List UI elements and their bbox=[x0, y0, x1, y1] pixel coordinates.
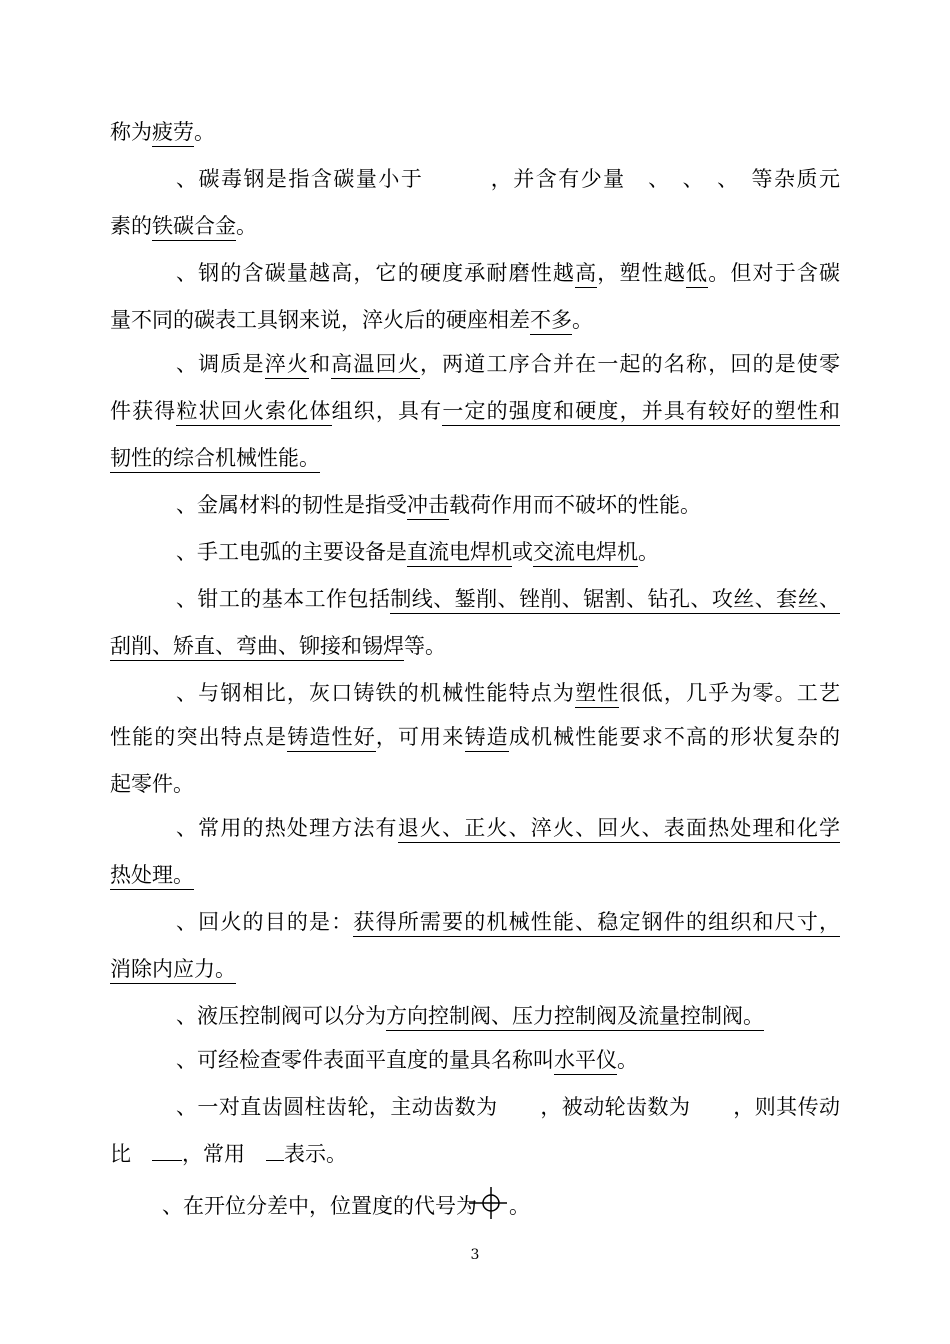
text-segment: 或 bbox=[512, 540, 533, 564]
text-segment: 、碳毒钢是指含碳量小于 ，并含有少量 、 、 、 等杂质元 bbox=[176, 167, 840, 191]
text-segment: 载荷作用而不破坏的性能。 bbox=[449, 493, 701, 517]
underlined-answer: 一定的强度和硬度，并具有较好的塑性和 bbox=[442, 399, 840, 426]
text-segment: 、液压控制阀可以分为 bbox=[176, 1004, 386, 1028]
position-tolerance-icon bbox=[469, 1185, 509, 1230]
underlined-answer: 高温回火 bbox=[331, 352, 420, 379]
text-line bbox=[176, 1044, 638, 1076]
underlined-answer: 交流电焊机 bbox=[533, 540, 638, 567]
text-segment: 比 bbox=[110, 1142, 152, 1166]
text-segment: 。但对于含碳 bbox=[708, 261, 841, 285]
text-line bbox=[110, 116, 215, 148]
text-segment: 、钳工的基本工作包括 bbox=[176, 587, 391, 611]
text-line bbox=[110, 442, 320, 474]
text-segment: 、手工电弧的主要设备是 bbox=[176, 540, 407, 564]
text-line bbox=[110, 395, 840, 427]
text-line bbox=[176, 583, 840, 615]
underlined-answer: 不多 bbox=[530, 308, 572, 335]
text-line bbox=[162, 1185, 530, 1217]
text-line bbox=[176, 812, 840, 844]
underlined-answer: 粒状回火索化体 bbox=[176, 399, 331, 426]
text-segment: 、钢的含碳量越高，它的硬度承耐磨性越 bbox=[176, 261, 576, 285]
text-line bbox=[176, 536, 659, 568]
text-segment: 、调质是 bbox=[176, 352, 265, 376]
underlined-answer: 铁碳合金 bbox=[152, 214, 236, 241]
text-segment: 组织，具有 bbox=[331, 399, 443, 423]
text-segment: 和 bbox=[309, 352, 332, 376]
underlined-answer: 铸造 bbox=[465, 725, 509, 752]
underlined-answer: 方向控制阀、压力控制阀及流量控制阀。 bbox=[386, 1004, 764, 1031]
underlined-answer: 疲劳 bbox=[152, 120, 194, 147]
text-line bbox=[110, 1138, 347, 1170]
text-segment: 、可经检查零件表面平直度的量具名称叫 bbox=[176, 1048, 554, 1072]
underlined-answer: 获得所需要的机械性能、稳定钢件的组织和尺寸， bbox=[353, 910, 840, 937]
text-segment: 。 bbox=[617, 1048, 638, 1072]
underlined-answer: 刮削、矫直、弯曲、铆接和锡焊 bbox=[110, 634, 404, 661]
text-segment: 。 bbox=[509, 1194, 530, 1218]
text-line bbox=[176, 257, 840, 289]
underlined-answer: 韧性的综合机械性能。 bbox=[110, 446, 320, 473]
underlined-answer: 消除内应力。 bbox=[110, 957, 236, 984]
text-segment: ，两道工序合并在一起的名称，回的是使零 bbox=[419, 352, 841, 376]
page-number: 3 bbox=[470, 1247, 480, 1263]
text-line bbox=[176, 1091, 840, 1123]
text-segment: 、回火的目的是： bbox=[176, 910, 354, 934]
text-segment: 、常用的热处理方法有 bbox=[176, 816, 398, 840]
underlined-answer: 淬火 bbox=[265, 352, 309, 379]
underlined-answer: 高 bbox=[575, 261, 597, 288]
underlined-answer: 水平仪 bbox=[554, 1048, 617, 1075]
answer-blank bbox=[152, 1138, 182, 1161]
text-segment: 件获得 bbox=[110, 399, 177, 423]
text-segment: 量不同的碳表工具钢来说，淬火后的硬座相差 bbox=[110, 308, 530, 332]
text-segment: 起零件。 bbox=[110, 772, 194, 796]
text-segment: 、在开位分差中，位置度的代号为 bbox=[162, 1194, 477, 1218]
text-segment: 、金属材料的韧性是指受 bbox=[176, 493, 407, 517]
text-segment: 、与钢相比，灰口铸铁的机械性能特点为 bbox=[176, 681, 576, 705]
text-segment: 性能的突出特点是 bbox=[110, 725, 288, 749]
underlined-answer: 铸造性好 bbox=[287, 725, 376, 752]
text-line bbox=[176, 677, 840, 709]
text-segment: 表示。 bbox=[284, 1142, 347, 1166]
underlined-answer: 退火、正火、淬火、回火、表面热处理和化学 bbox=[398, 816, 840, 843]
text-segment: 称为 bbox=[110, 120, 152, 144]
text-line bbox=[176, 163, 840, 195]
text-line bbox=[176, 489, 701, 521]
text-segment: 等。 bbox=[404, 634, 446, 658]
text-line bbox=[176, 348, 840, 380]
text-line bbox=[176, 1000, 764, 1032]
text-line bbox=[110, 859, 194, 891]
text-segment: ，常用 bbox=[182, 1142, 266, 1166]
text-segment: 素的 bbox=[110, 214, 152, 238]
underlined-answer: 塑性 bbox=[575, 681, 619, 708]
underlined-answer: 热处理。 bbox=[110, 863, 194, 890]
text-line bbox=[110, 721, 840, 753]
text-segment: 、一对直齿圆柱齿轮，主动齿数为 ，被动轮齿数为 ，则其传动 bbox=[176, 1095, 840, 1119]
text-segment: 。 bbox=[638, 540, 659, 564]
text-segment: 。 bbox=[236, 214, 257, 238]
text-segment: ，可用来 bbox=[375, 725, 465, 749]
text-line bbox=[176, 906, 840, 938]
text-line bbox=[110, 768, 194, 800]
underlined-answer: 低 bbox=[686, 261, 708, 288]
underlined-answer: 冲击 bbox=[407, 493, 449, 520]
text-segment: 。 bbox=[572, 308, 593, 332]
text-line bbox=[110, 210, 257, 242]
underlined-answer: 制线、錾削、锉削、锯割、钻孔、攻丝、套丝、 bbox=[390, 587, 840, 614]
text-segment: 成机械性能要求不高的形状复杂的 bbox=[508, 725, 840, 749]
text-line bbox=[110, 304, 593, 336]
underlined-answer: 直流电焊机 bbox=[407, 540, 512, 567]
text-segment: ，塑性越 bbox=[597, 261, 686, 285]
text-segment: 很低，几乎为零。工艺 bbox=[619, 681, 841, 705]
text-segment: 。 bbox=[194, 120, 215, 144]
answer-blank bbox=[266, 1138, 284, 1161]
text-line bbox=[110, 630, 446, 662]
text-line bbox=[110, 953, 236, 985]
